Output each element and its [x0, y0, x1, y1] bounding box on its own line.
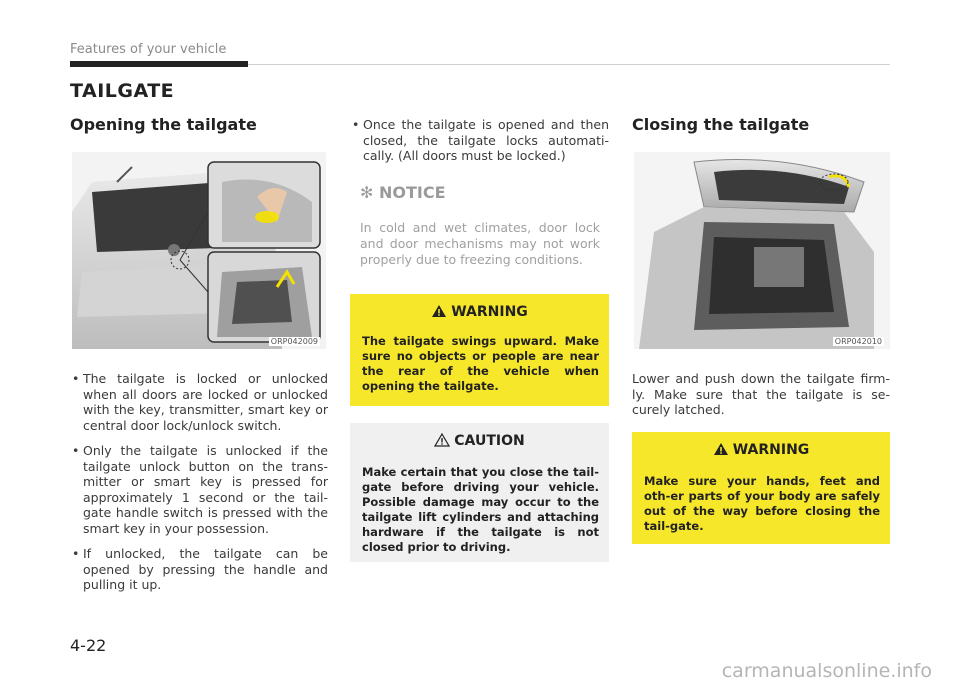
closing-text: Lower and push down the tailgate firm-ly. Make sure that the tailgate is se-curely latched. [632, 371, 890, 417]
caution-heading: CAUTION [350, 433, 609, 449]
notice-heading: ✻ NOTICE [360, 183, 446, 202]
page-title: TAILGATE [70, 80, 175, 102]
closing-heading: Closing the tailgate [632, 115, 810, 134]
opening-bullet-list [70, 371, 328, 603]
warning-triangle-icon [713, 442, 729, 456]
closing-warning-box [632, 432, 890, 544]
header-rule [248, 64, 890, 65]
closing-tailgate-photo [634, 152, 890, 349]
caution-triangle-icon [434, 433, 450, 447]
opening-photo-code: ORP042009 [270, 337, 318, 346]
warning-triangle-icon [431, 304, 447, 318]
header-bar [70, 61, 248, 67]
asterisk-icon: ✻ [360, 183, 374, 202]
opening-heading: Opening the tailgate [70, 115, 257, 134]
list-item: • Only the tailgate is unlocked if the tailgate unlock button on the trans-mitter or smart key is pressed for approximately 1 second or the tail-gate handle switch is pressed with the smart key in your possession. [70, 443, 328, 536]
list-item: • The tailgate is locked or unlocked when all doors are locked or unlocked with the key, transmitter, smart key or central door lock/unlock switch. [70, 371, 328, 433]
warning-box [350, 294, 609, 406]
watermark: carmanualsonline.info [721, 660, 932, 682]
page-number: 4-22 [70, 636, 107, 655]
caution-box [350, 423, 609, 562]
warning-heading: WARNING [350, 304, 609, 320]
closing-warning-text: Make sure your hands, feet and oth-er parts of your body are safely out of the way before closing the tail-gate. [644, 474, 880, 533]
closing-warning-heading: WARNING [632, 442, 890, 458]
list-item: • Once the tailgate is opened and then closed, the tailgate locks automati-cally. (All doors must be locked.) [350, 117, 609, 164]
notice-text: In cold and wet climates, door lock and door mechanisms may not work properly due to freezing conditions. [360, 220, 600, 267]
middle-bullet-list [350, 117, 609, 174]
opening-tailgate-photo [72, 152, 326, 349]
warning-text: The tailgate swings upward. Make sure no objects or people are near the rear of the vehicle when opening the tailgate. [362, 334, 599, 393]
closing-photo-code: ORP042010 [834, 337, 882, 346]
header-section-label: Features of your vehicle [70, 42, 227, 57]
caution-text: Make certain that you close the tail-gate before driving your vehicle. Possible damage may occur to the tailgate lift cylinders and attaching hardware if the tailgate is not closed prior to driving. [362, 465, 599, 554]
list-item: • If unlocked, the tailgate can be opened by pressing the handle and pulling it up. [70, 546, 328, 593]
